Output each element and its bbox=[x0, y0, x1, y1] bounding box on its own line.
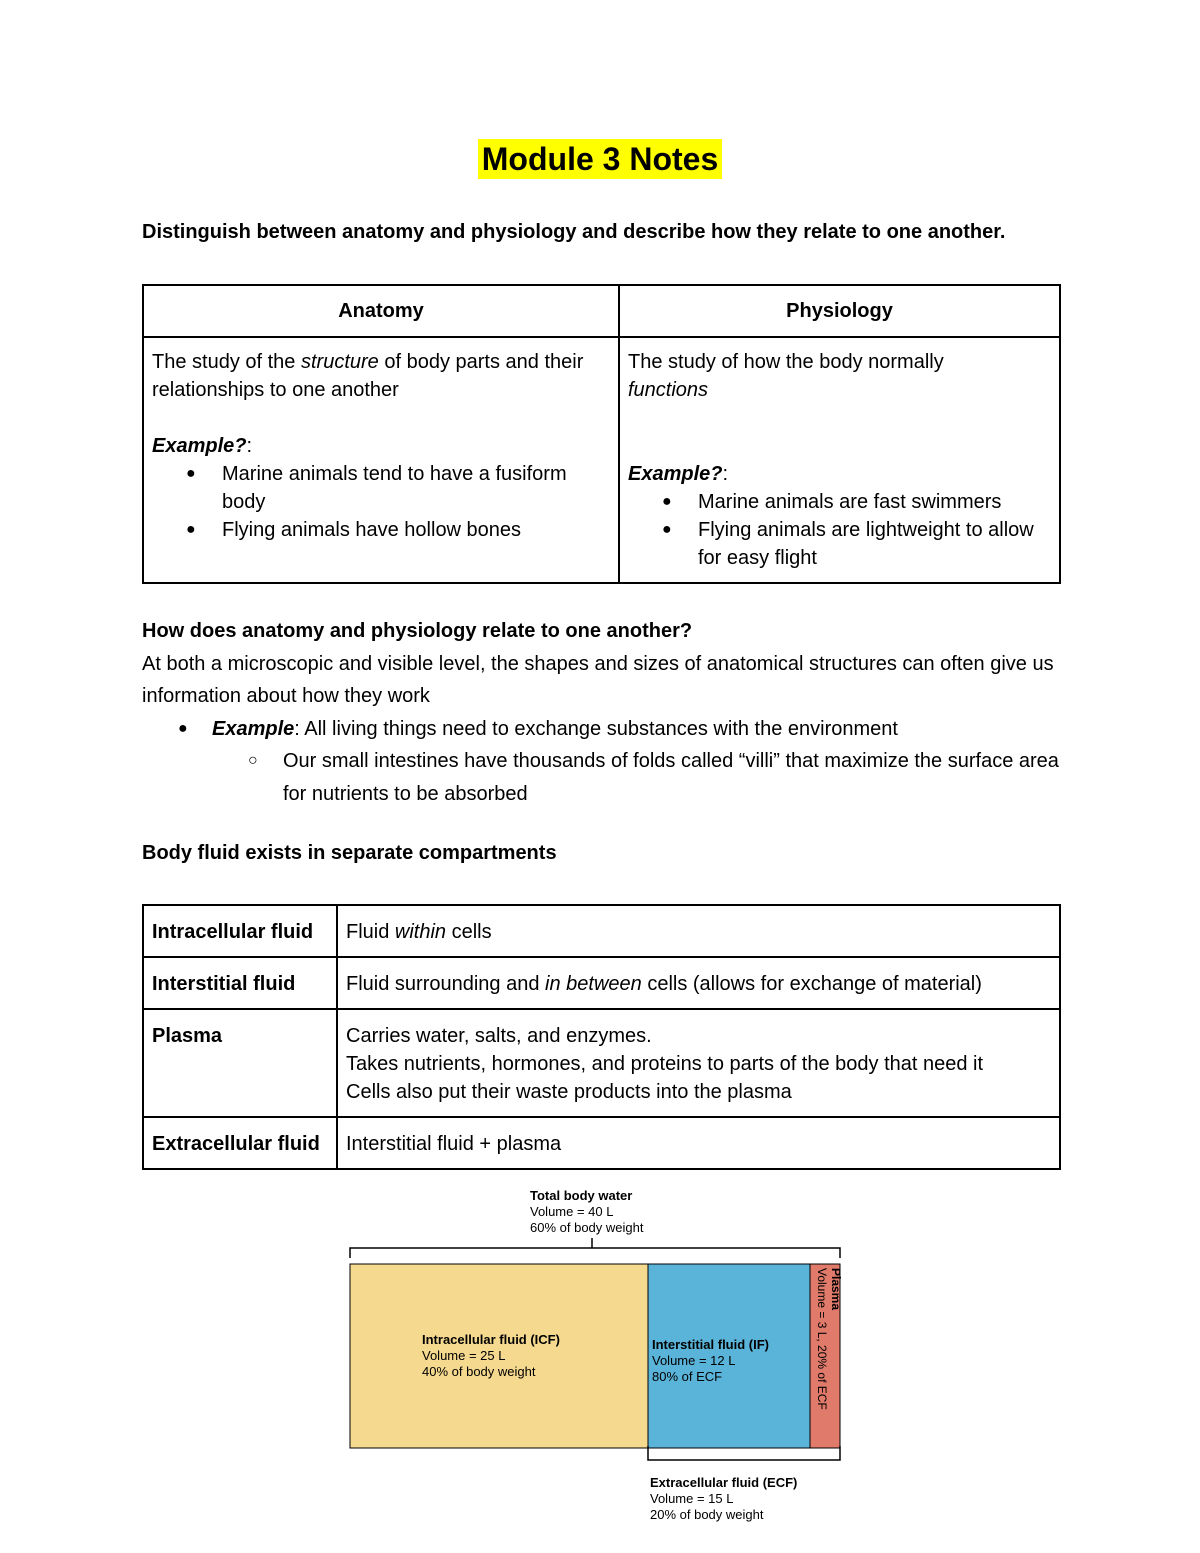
list-item: ● Marine animals tend to have a fusiform body bbox=[222, 460, 610, 516]
table-header-row bbox=[143, 285, 1060, 337]
desc-line: Takes nutrients, hormones, and proteins to parts of the body that need it bbox=[346, 1053, 984, 1075]
example-label: Example? bbox=[152, 435, 247, 457]
desc-text: Fluid bbox=[346, 921, 395, 943]
icf-pct: 40% of body weight bbox=[422, 1364, 536, 1379]
total-bracket bbox=[350, 1238, 840, 1258]
plasma-title: Plasma bbox=[829, 1268, 843, 1311]
physiology-example-label bbox=[628, 460, 1051, 488]
example-label: Example? bbox=[628, 463, 723, 485]
total-pct: 60% of body weight bbox=[530, 1220, 644, 1235]
relation-sub-bullet: ○ Our small intestines have thousands of folds called “villi” that maximize the surface area for nutrients to be absorbed bbox=[142, 745, 1062, 810]
example-colon: : bbox=[246, 435, 253, 457]
if-volume: Volume = 12 L bbox=[652, 1353, 736, 1368]
icf-title: Intracellular fluid (ICF) bbox=[422, 1332, 560, 1347]
body-water-svg bbox=[340, 1180, 860, 1540]
fluid-term: Intracellular fluid bbox=[143, 905, 337, 957]
anatomy-def-text-end: of body parts and their relationships to one another bbox=[152, 351, 584, 401]
desc-text: Fluid surrounding and bbox=[346, 973, 546, 995]
fluid-description: Interstitial fluid + plasma bbox=[337, 1117, 1060, 1169]
fluid-term: Plasma bbox=[143, 1009, 337, 1117]
desc-text-end: cells bbox=[446, 921, 492, 943]
header-physiology: Physiology bbox=[619, 285, 1060, 337]
table-row bbox=[143, 1117, 1060, 1169]
body-fluid-table bbox=[142, 904, 1061, 1170]
table-row bbox=[143, 1009, 1060, 1117]
relation-bullet-text: : All living things need to exchange substances with the environment bbox=[294, 717, 898, 740]
body-fluid-heading: Body fluid exists in separate compartments bbox=[142, 842, 557, 864]
fluid-description bbox=[337, 905, 1060, 957]
physiology-definition bbox=[628, 348, 978, 404]
total-volume: Volume = 40 L bbox=[530, 1204, 614, 1219]
fluid-term: Extracellular fluid bbox=[143, 1117, 337, 1169]
desc-text-end: cells (allows for exchange of material) bbox=[641, 973, 982, 995]
fluid-description bbox=[337, 957, 1060, 1009]
relation-bullet bbox=[142, 713, 1062, 746]
anatomy-example-label bbox=[152, 432, 610, 460]
physiology-def-emphasis: functions bbox=[628, 379, 709, 401]
desc-emphasis: within bbox=[394, 921, 447, 943]
ecf-title: Extracellular fluid (ECF) bbox=[650, 1475, 798, 1490]
page-title-text: Module 3 Notes bbox=[478, 139, 722, 179]
list-item: ● Flying animals are lightweight to allow for easy flight bbox=[698, 516, 1051, 572]
page-title bbox=[0, 141, 1200, 178]
icf-volume: Volume = 25 L bbox=[422, 1348, 506, 1363]
if-pct: 80% of ECF bbox=[652, 1369, 723, 1384]
table-row bbox=[143, 957, 1060, 1009]
question-anatomy-physiology: Distinguish between anatomy and physiology and describe how they relate to one another. bbox=[142, 221, 1006, 243]
anatomy-cell bbox=[143, 337, 619, 583]
relation-text: At both a microscopic and visible level, the shapes and sizes of anatomical structures can often give us information about how they work bbox=[142, 652, 1054, 707]
ecf-volume: Volume = 15 L bbox=[650, 1491, 734, 1506]
desc-line: Cells also put their waste products into the plasma bbox=[346, 1081, 792, 1103]
physiology-cell bbox=[619, 337, 1060, 583]
physiology-bullets bbox=[628, 488, 1051, 572]
table-row bbox=[143, 905, 1060, 957]
desc-emphasis: in between bbox=[545, 973, 642, 995]
anatomy-definition bbox=[152, 348, 610, 404]
anatomy-physiology-table bbox=[142, 284, 1061, 584]
table-row bbox=[143, 337, 1060, 583]
physiology-def-text: The study of how the body normally bbox=[628, 351, 944, 373]
ecf-pct: 20% of body weight bbox=[650, 1507, 764, 1522]
body-water-diagram bbox=[340, 1180, 860, 1540]
list-item: ● Flying animals have hollow bones bbox=[222, 516, 610, 544]
fluid-description bbox=[337, 1009, 1060, 1117]
list-item: ● Marine animals are fast swimmers bbox=[698, 488, 1051, 516]
relation-bullet-label: Example bbox=[212, 717, 295, 740]
relation-heading: How does anatomy and physiology relate to one another? bbox=[142, 620, 693, 642]
anatomy-def-text: The study of the bbox=[152, 351, 301, 373]
desc-line: Carries water, salts, and enzymes. bbox=[346, 1025, 652, 1047]
relation-section bbox=[142, 615, 1062, 810]
plasma-detail: Volume = 3 L, 20% of ECF bbox=[815, 1268, 829, 1410]
example-colon: : bbox=[722, 463, 729, 485]
total-title: Total body water bbox=[530, 1188, 633, 1203]
header-anatomy: Anatomy bbox=[143, 285, 619, 337]
if-title: Interstitial fluid (IF) bbox=[652, 1337, 769, 1352]
anatomy-bullets bbox=[152, 460, 610, 544]
anatomy-def-emphasis: structure bbox=[300, 351, 379, 373]
fluid-term: Interstitial fluid bbox=[143, 957, 337, 1009]
